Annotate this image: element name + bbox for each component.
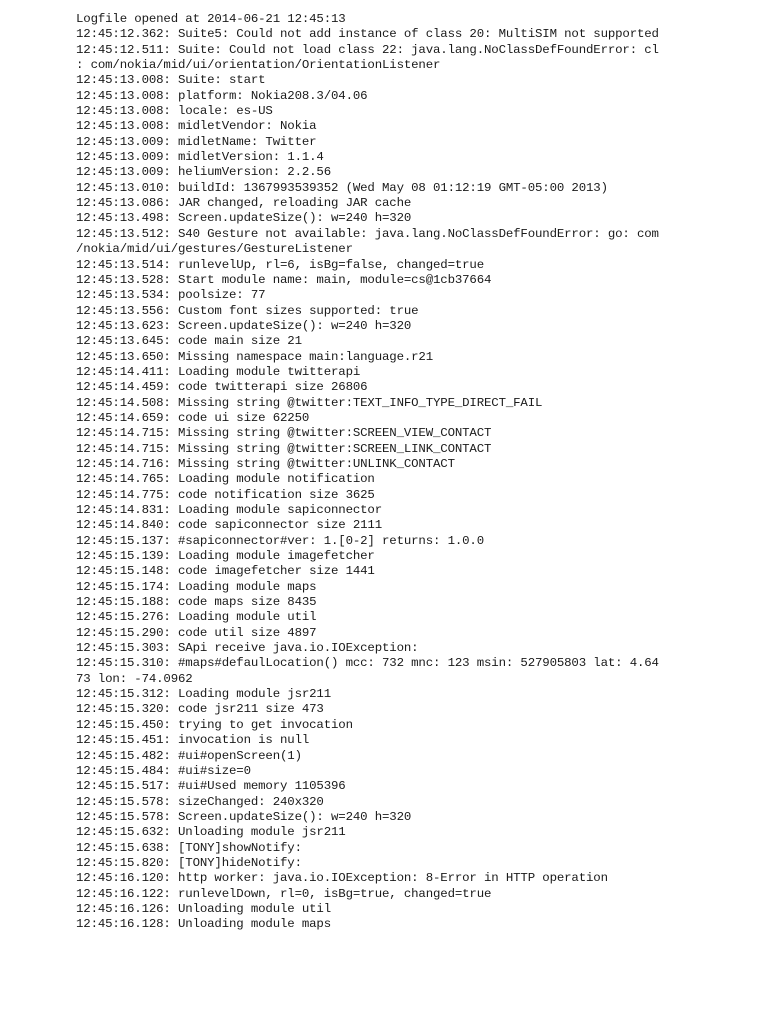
log-document	[76, 12, 756, 933]
log-line: 12:45:14.715: Missing string @twitter:SCREEN_LINK_CONTACT	[76, 441, 492, 456]
log-line: 12:45:15.482: #ui#openScreen(1)	[76, 748, 302, 763]
log-line: 12:45:15.303: SApi receive java.io.IOException:	[76, 641, 419, 656]
log-line: 12:45:13.534: poolsize: 77	[76, 288, 266, 303]
log-line: 12:45:15.188: code maps size 8435	[76, 595, 317, 610]
log-line: 12:45:14.659: code ui size 62250	[76, 410, 310, 425]
log-line: : com/nokia/mid/ui/orientation/OrientationListener	[76, 58, 441, 73]
log-line: 12:45:15.174: Loading module maps	[76, 579, 317, 594]
log-line: 12:45:13.086: JAR changed, reloading JAR cache	[76, 196, 412, 211]
log-line: 12:45:15.312: Loading module jsr211	[76, 687, 331, 702]
log-line: 12:45:16.128: Unloading module maps	[76, 917, 331, 932]
log-line: 12:45:15.139: Loading module imagefetcher	[76, 549, 375, 564]
log-line: Logfile opened at 2014-06-21 12:45:13	[76, 12, 346, 26]
log-line: 12:45:16.120: http worker: java.io.IOException: 8-Error in HTTP operation	[76, 871, 608, 886]
log-line: 12:45:14.715: Missing string @twitter:SCREEN_VIEW_CONTACT	[76, 426, 492, 441]
log-line: 12:45:13.009: heliumVersion: 2.2.56	[76, 165, 331, 180]
log-line: 12:45:15.450: trying to get invocation	[76, 717, 353, 732]
log-line: 12:45:13.009: midletVersion: 1.1.4	[76, 150, 324, 165]
log-line: 12:45:13.009: midletName: Twitter	[76, 134, 317, 149]
log-line: 12:45:14.459: code twitterapi size 26806	[76, 380, 368, 395]
log-line: 12:45:15.820: [TONY]hideNotify:	[76, 855, 302, 870]
log-line: 12:45:15.517: #ui#Used memory 1105396	[76, 779, 346, 794]
log-line: 12:45:12.362: Suite5: Could not add instance of class 20: MultiSIM not supported	[76, 27, 659, 42]
log-line: 12:45:13.623: Screen.updateSize(): w=240 h=320	[76, 318, 412, 333]
log-line: 12:45:15.578: Screen.updateSize(): w=240 h=320	[76, 809, 412, 824]
log-line: 12:45:14.775: code notification size 3625	[76, 487, 375, 502]
log-line: 12:45:14.831: Loading module sapiconnector	[76, 503, 382, 517]
log-line: 12:45:15.578: sizeChanged: 240x320	[76, 794, 324, 809]
log-line: 12:45:15.638: [TONY]showNotify:	[76, 840, 302, 855]
log-line: 12:45:16.122: runlevelDown, rl=0, isBg=true, changed=true	[76, 886, 492, 901]
log-line: 12:45:14.508: Missing string @twitter:TEXT_INFO_TYPE_DIRECT_FAIL	[76, 395, 543, 410]
log-line: 12:45:15.310: #maps#defaulLocation() mcc: 732 mnc: 123 msin: 527905803 lat: 4.64	[76, 656, 659, 671]
log-line: 12:45:15.632: Unloading module jsr211	[76, 825, 346, 840]
log-line: 12:45:13.008: Suite: start	[76, 73, 266, 88]
log-line: 12:45:13.512: S40 Gesture not available: java.lang.NoClassDefFoundError: go: com	[76, 226, 659, 241]
log-line: 12:45:13.008: locale: es-US	[76, 104, 273, 119]
log-line: 12:45:15.320: code jsr211 size 473	[76, 702, 324, 717]
log-line: 12:45:13.010: buildId: 1367993539352 (Wed May 08 01:12:19 GMT-05:00 2013)	[76, 180, 608, 195]
log-line: 73 lon: -74.0962	[76, 671, 193, 686]
log-line: 12:45:13.498: Screen.updateSize(): w=240 h=320	[76, 211, 412, 226]
log-line: 12:45:16.126: Unloading module util	[76, 901, 331, 916]
log-line: 12:45:13.650: Missing namespace main:language.r21	[76, 349, 433, 364]
log-line: 12:45:14.840: code sapiconnector size 2111	[76, 518, 382, 533]
log-line: 12:45:12.511: Suite: Could not load class 22: java.lang.NoClassDefFoundError: cl	[76, 42, 659, 57]
log-line: 12:45:15.148: code imagefetcher size 1441	[76, 564, 375, 579]
log-line: 12:45:13.008: midletVendor: Nokia	[76, 119, 317, 134]
log-line: 12:45:15.276: Loading module util	[76, 610, 317, 625]
log-line: 12:45:13.528: Start module name: main, module=cs@1cb37664	[76, 272, 492, 287]
log-line: 12:45:15.451: invocation is null	[76, 733, 310, 748]
log-line: 12:45:15.290: code util size 4897	[76, 625, 317, 640]
log-line: 12:45:13.645: code main size 21	[76, 334, 302, 349]
log-line: 12:45:14.716: Missing string @twitter:UNLINK_CONTACT	[76, 456, 455, 471]
log-line: 12:45:14.411: Loading module twitterapi	[76, 364, 361, 379]
log-line: 12:45:15.484: #ui#size=0	[76, 763, 251, 778]
log-line: 12:45:14.765: Loading module notification	[76, 472, 375, 487]
log-line: 12:45:13.514: runlevelUp, rl=6, isBg=false, changed=true	[76, 257, 484, 272]
log-line: 12:45:13.556: Custom font sizes supported: true	[76, 303, 419, 318]
log-line: 12:45:15.137: #sapiconnector#ver: 1.[0-2] returns: 1.0.0	[76, 533, 484, 548]
log-line: 12:45:13.008: platform: Nokia208.3/04.06	[76, 88, 368, 103]
log-line: /nokia/mid/ui/gestures/GestureListener	[76, 242, 353, 257]
